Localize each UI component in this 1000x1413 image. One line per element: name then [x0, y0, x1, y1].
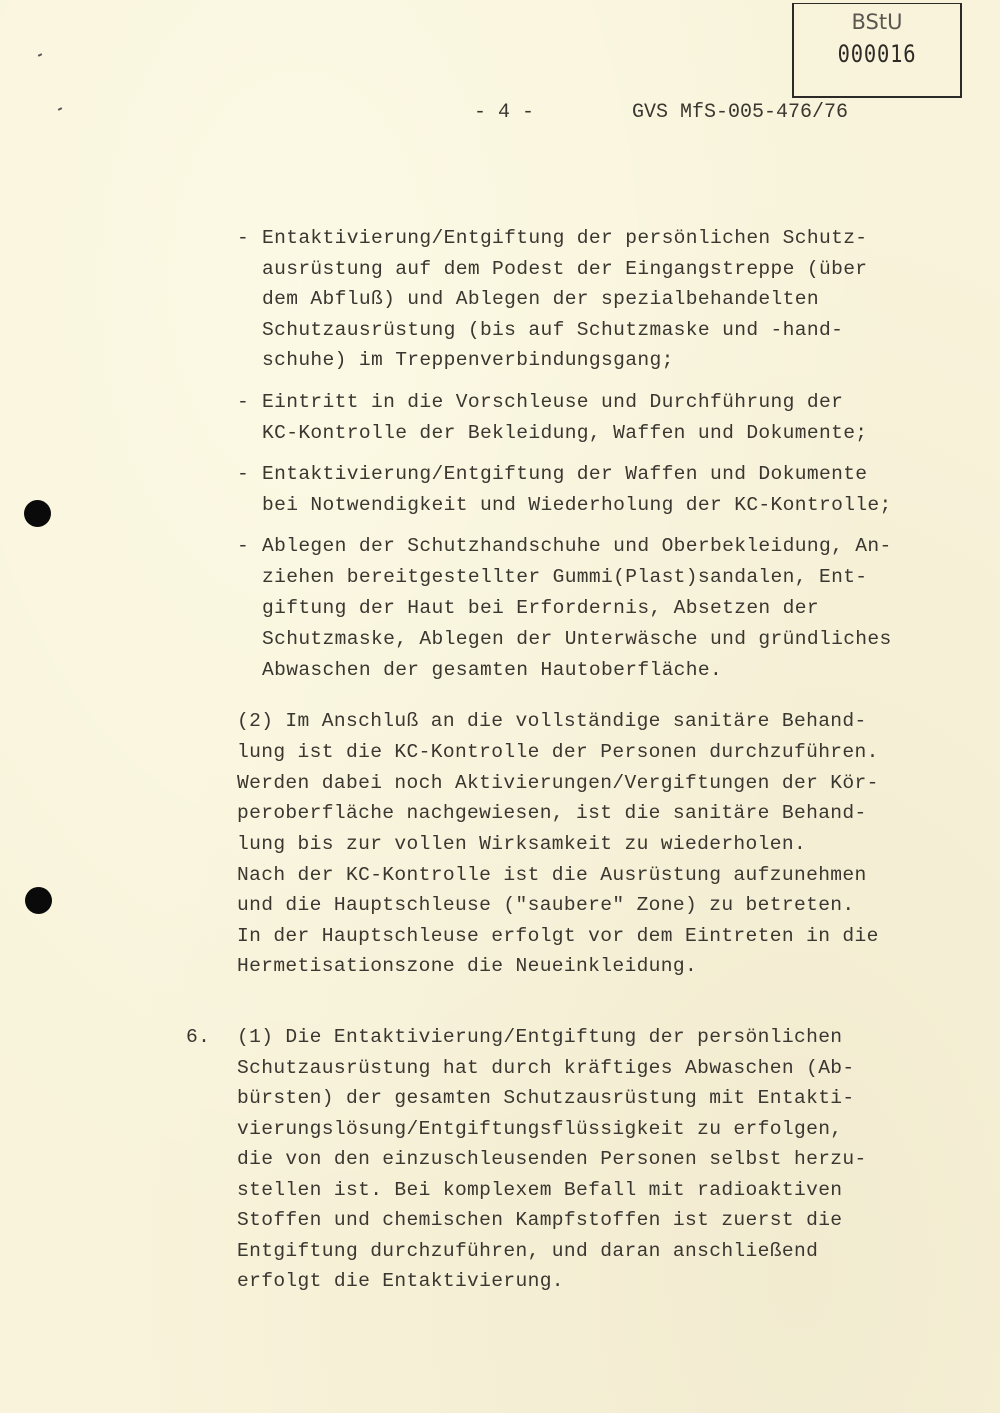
bullet-line: dem Abfluß) und Ablegen der spezialbehandelten	[262, 288, 819, 310]
punch-hole-icon	[25, 887, 52, 914]
bullet-line: Schutzausrüstung (bis auf Schutzmaske und -hand-	[262, 319, 844, 341]
paragraph-line: lung ist die KC-Kontrolle der Personen durchzuführen.	[237, 741, 879, 763]
bullet-line: ziehen bereitgestellter Gummi(Plast)sandalen, Ent-	[262, 566, 868, 588]
bullet-line: KC-Kontrolle der Bekleidung, Waffen und Dokumente;	[262, 422, 868, 444]
page-header	[474, 101, 849, 193]
bullet-line: Schutzmaske, Ablegen der Unterwäsche und gründliches	[262, 628, 892, 650]
section-number: 6.	[186, 1026, 211, 1048]
bullet-line: Ablegen der Schutzhandschuhe und Oberbekleidung, An-	[262, 535, 892, 557]
paragraph-line: Werden dabei noch Aktivierungen/Vergiftungen der Kör-	[237, 772, 879, 794]
paragraph-line: In der Hauptschleuse erfolgt vor dem Eintreten in die	[237, 925, 879, 947]
page-number: - 4 -	[474, 101, 535, 124]
paragraph-line: Hermetisationszone die Neueinkleidung.	[237, 955, 698, 977]
punch-hole-icon	[24, 500, 51, 527]
section-line: (1) Die Entaktivierung/Entgiftung der persönlichen	[237, 1026, 843, 1048]
bullet-line: Entaktivierung/Entgiftung der persönlichen Schutz-	[262, 227, 868, 249]
bullet-line: Eintritt in die Vorschleuse und Durchführung der	[262, 391, 844, 413]
bullet-line: schuhe) im Treppenverbindungsgang;	[262, 349, 674, 371]
paragraph-line: peroberfläche nachgewiesen, ist die sanitäre Behand-	[237, 802, 867, 824]
bullet-marker: -	[237, 535, 250, 557]
bullet-marker: -	[237, 463, 250, 485]
section-line: Entgiftung durchzuführen, und daran anschließend	[237, 1240, 819, 1262]
bullet-line: Abwaschen der gesamten Hautoberfläche.	[262, 659, 723, 681]
paragraph-line: und die Hauptschleuse ("saubere" Zone) zu betreten.	[237, 894, 855, 916]
section-line: die von den einzuschleusenden Personen selbst herzu-	[237, 1148, 867, 1170]
bullet-line: bei Notwendigkeit und Wiederholung der KC-Kontrolle;	[262, 494, 892, 516]
section-line: vierungslösung/Entgiftungsflüssigkeit zu erfolgen,	[237, 1118, 843, 1140]
paragraph-line: lung bis zur vollen Wirksamkeit zu wiederholen.	[237, 833, 807, 855]
bullet-line: Entaktivierung/Entgiftung der Waffen und Dokumente	[262, 463, 868, 485]
section-line: stellen ist. Bei komplexem Befall mit radioaktiven	[237, 1179, 843, 1201]
section-line: bürsten) der gesamten Schutzausrüstung mit Entakti-	[237, 1087, 855, 1109]
paper-speck	[58, 107, 62, 111]
archive-stamp	[792, 3, 962, 98]
paragraph-line: (2) Im Anschluß an die vollständige sanitäre Behand-	[237, 710, 867, 732]
document-reference: GVS MfS-005-476/76	[632, 101, 849, 124]
section-line: erfolgt die Entaktivierung.	[237, 1270, 564, 1292]
paragraph-line: Nach der KC-Kontrolle ist die Ausrüstung aufzunehmen	[237, 864, 867, 886]
stamp-page-number: 000016	[837, 40, 917, 68]
bullet-line: ausrüstung auf dem Podest der Eingangstreppe (über	[262, 258, 868, 280]
section-line: Schutzausrüstung hat durch kräftiges Abwaschen (Ab-	[237, 1057, 855, 1079]
stamp-archive-name: BStU	[851, 10, 903, 34]
bullet-marker: -	[237, 391, 250, 413]
paper-speck	[38, 53, 42, 57]
bullet-line: giftung der Haut bei Erfordernis, Absetzen der	[262, 597, 819, 619]
bullet-marker: -	[237, 227, 250, 249]
section-line: Stoffen und chemischen Kampfstoffen ist zuerst die	[237, 1209, 843, 1231]
